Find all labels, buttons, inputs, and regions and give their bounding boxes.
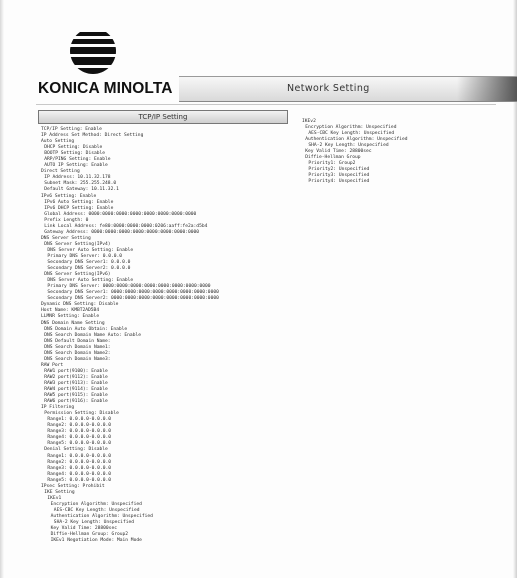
setting-line: DNS Server Setting(IPv6) bbox=[44, 272, 111, 278]
setting-line: Range4: 0.0.0.0-0.0.0.0 bbox=[47, 435, 112, 441]
setting-line: DHCP Setting: Disable bbox=[44, 145, 103, 151]
setting-line: IP Filtering bbox=[41, 405, 75, 411]
setting-line: RAW2 port(9112): Enable bbox=[44, 374, 108, 380]
setting-line: Default Gateway: 10.11.32.1 bbox=[44, 187, 119, 193]
setting-line: DNS Server Setting bbox=[41, 235, 91, 241]
setting-line: DNS Domain Name Setting bbox=[41, 320, 105, 326]
header-divider bbox=[36, 104, 496, 105]
setting-line: Denial Setting: Disable bbox=[44, 447, 108, 453]
setting-line: BOOTP Setting: Disable bbox=[44, 151, 106, 157]
setting-line: AES-CBC Key Length: Unspecified bbox=[53, 507, 140, 513]
setting-line: DNS Server Auto Setting: Enable bbox=[47, 278, 134, 284]
setting-line: Key Valid Time: 28800sec bbox=[305, 149, 372, 155]
setting-line: IKEv2 bbox=[302, 119, 316, 124]
setting-line: Authentication Algorithm: Unspecified bbox=[50, 514, 153, 519]
setting-line: Primary DNS Server: 0.0.0.0 bbox=[47, 253, 123, 259]
brand-name: KONICA MINOLTA bbox=[38, 80, 173, 97]
setting-line: AUTO IP Setting: Enable bbox=[44, 163, 108, 169]
brand-logo bbox=[38, 28, 172, 98]
setting-line: IPsec Setting: Prohibit bbox=[41, 483, 105, 489]
setting-line: IPv6 Setting: Enable bbox=[41, 193, 97, 199]
setting-line: DNS Search Domain Name2: bbox=[44, 350, 111, 356]
settings-column-right bbox=[302, 119, 408, 186]
setting-line: Encryption Algorithm: Unspecified bbox=[50, 501, 142, 507]
setting-line: Range2: 0.0.0.0-0.0.0.0 bbox=[47, 423, 112, 429]
setting-line: DNS Server Auto Setting: Enable bbox=[47, 247, 134, 253]
setting-line: Diffie-Hellman Group: Group2 bbox=[50, 532, 129, 538]
setting-line: Range3: 0.0.0.0-0.0.0.0 bbox=[47, 465, 112, 471]
setting-line: IP Address Set Method: Direct Setting bbox=[41, 133, 144, 139]
setting-line: SHA-2 Key Length: Unspecified bbox=[308, 143, 389, 149]
setting-line: Authentication Algorithm: Unspecified bbox=[305, 137, 408, 143]
setting-line: Host Name: KMBT2AD5B4 bbox=[41, 308, 100, 314]
setting-line: RAW4 port(9114): Enable bbox=[44, 387, 108, 393]
setting-line: Range1: 0.0.0.0-0.0.0.0 bbox=[47, 453, 112, 459]
setting-line: RAW Port bbox=[41, 362, 64, 368]
setting-line: Key Valid Time: 28800sec bbox=[50, 526, 117, 532]
page-title: Network Setting bbox=[287, 83, 370, 94]
setting-line: Range1: 0.0.0.0-0.0.0.0 bbox=[47, 417, 112, 423]
setting-line: Secondary DNS Server1: 0000:0000:0000:0000:0000:0000:0000:0000 bbox=[47, 290, 219, 296]
setting-line: Secondary DNS Server2: 0.0.0.0 bbox=[47, 266, 131, 272]
setting-line: RAW6 port(9116): Enable bbox=[44, 399, 108, 405]
setting-line: RAW3 port(9113): Enable bbox=[44, 380, 108, 386]
setting-line: Dynamic DNS Setting: Disable bbox=[41, 302, 119, 308]
setting-line: DNS Search Domain Name Auto: Enable bbox=[44, 332, 141, 338]
setting-line: Range3: 0.0.0.0-0.0.0.0 bbox=[47, 429, 112, 435]
setting-line: Priority4: Unspecified bbox=[308, 179, 370, 185]
setting-line: Range4: 0.0.0.0-0.0.0.0 bbox=[47, 471, 112, 477]
globe-icon bbox=[70, 28, 116, 74]
setting-line: Range5: 0.0.0.0-0.0.0.0 bbox=[47, 477, 112, 483]
setting-line: Priority3: Unspecified bbox=[308, 173, 370, 179]
setting-line: SHA-2 Key Length: Unspecified bbox=[53, 520, 135, 526]
setting-line: LLMNR Setting: Enable bbox=[41, 314, 100, 320]
setting-line: Global Address: 0000:0000:0000:0000:0000:0000:0000:0000 bbox=[44, 211, 197, 217]
section-title: TCP/IP Setting bbox=[138, 113, 188, 121]
setting-line: Range5: 0.0.0.0-0.0.0.0 bbox=[47, 441, 112, 447]
setting-line: DNS Default Domain Name: bbox=[44, 338, 111, 344]
setting-line: DNS Search Domain Name1: bbox=[44, 344, 111, 350]
setting-line: IKEv1 bbox=[47, 495, 62, 501]
setting-line: IKE Setting bbox=[44, 489, 75, 495]
setting-line: DNS Search Domain Name3: bbox=[44, 356, 111, 362]
setting-line: Range2: 0.0.0.0-0.0.0.0 bbox=[47, 459, 112, 465]
setting-line: ARP/PING Setting: Enable bbox=[44, 157, 111, 163]
setting-line: Diffie-Hellman Group bbox=[305, 155, 361, 161]
settings-column-left bbox=[41, 127, 219, 544]
setting-line: TCP/IP Setting: Enable bbox=[41, 127, 102, 132]
setting-line: Link Local Address: fe80:0000:0000:0000:0206:aaff:fe2a:d5b4 bbox=[44, 223, 208, 229]
section-header bbox=[38, 110, 288, 124]
setting-line: IP Address: 10.11.32.178 bbox=[44, 175, 111, 181]
setting-line: Priority2: Unspecified bbox=[308, 167, 370, 173]
header-bar bbox=[179, 76, 517, 102]
setting-line: Encryption Algorithm: Unspecified bbox=[305, 125, 397, 131]
setting-line: IKEv1 Negotiation Mode: Main Mode bbox=[50, 538, 142, 544]
setting-line: RAW1 port(9100): Enable bbox=[44, 368, 108, 374]
setting-line: Secondary DNS Server1: 0.0.0.0 bbox=[47, 260, 131, 266]
setting-line: Prefix Length: 0 bbox=[44, 217, 89, 223]
setting-line: Subnet Mask: 255.255.248.0 bbox=[44, 181, 117, 187]
setting-line: Gateway Address: 0000:0000:0000:0000:0000:0000:0000:0000 bbox=[44, 229, 200, 235]
setting-line: Priority1: Group2 bbox=[308, 161, 356, 167]
setting-line: Secondary DNS Server2: 0000:0000:0000:0000:0000:0000:0000:0000 bbox=[47, 296, 219, 302]
setting-line: Auto Setting bbox=[41, 139, 75, 145]
setting-line: DNS Domain Auto Obtain: Enable bbox=[44, 326, 128, 332]
setting-line: IPv6 Auto Setting: Enable bbox=[44, 199, 114, 205]
scan-edge-left bbox=[0, 0, 4, 578]
setting-line: Primary DNS Server: 0000:0000:0000:0000:0000:0000:0000:0000 bbox=[47, 284, 211, 290]
setting-line: AES-CBC Key Length: Unspecified bbox=[308, 131, 395, 137]
setting-line: DNS Server Setting(IPv4) bbox=[44, 241, 111, 247]
setting-line: IPv6 DHCP Setting: Enable bbox=[44, 205, 114, 211]
setting-line: RAW5 port(9115): Enable bbox=[44, 393, 108, 399]
setting-line: Permission Setting: Disable bbox=[44, 411, 119, 417]
setting-line: Direct Setting bbox=[41, 169, 80, 175]
